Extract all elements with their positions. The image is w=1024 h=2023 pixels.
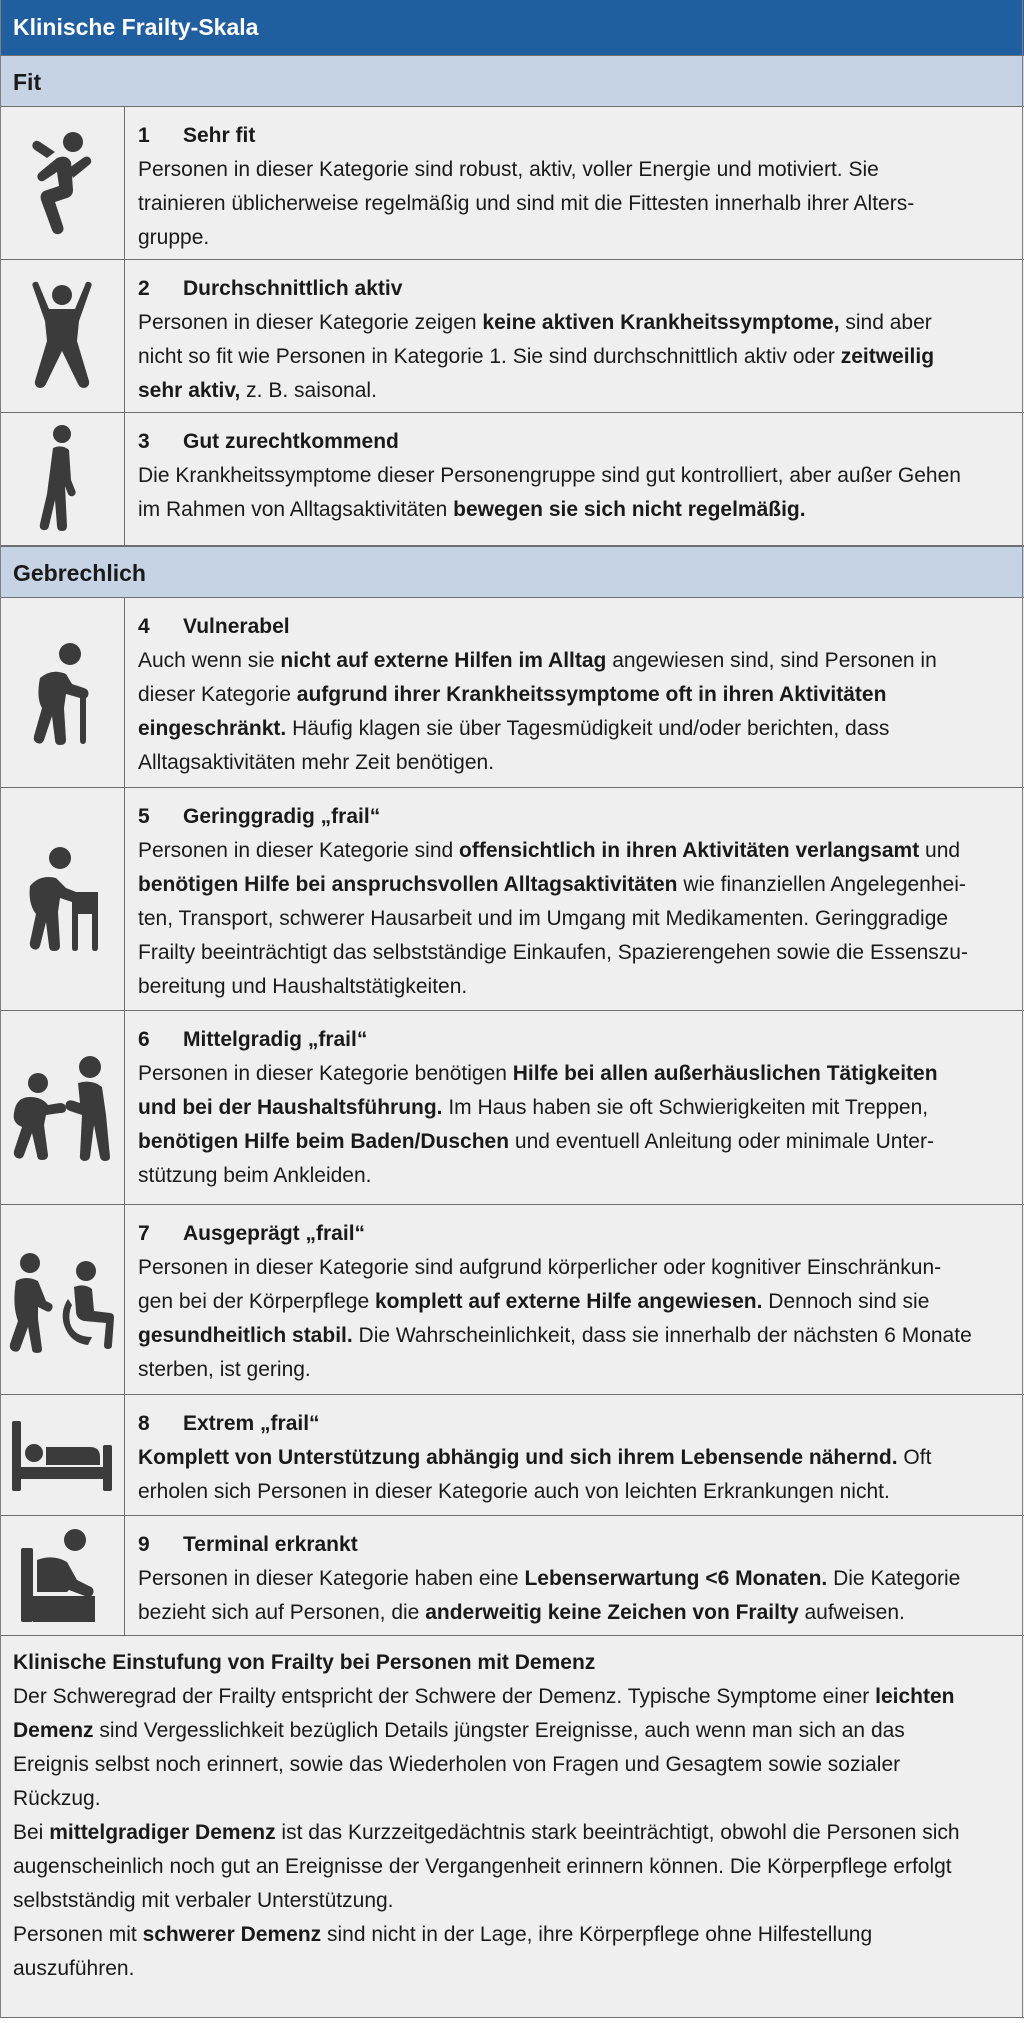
row-heading bbox=[138, 1528, 1014, 1562]
bold-text: sehr aktiv, bbox=[138, 379, 241, 402]
text-line bbox=[138, 1475, 1014, 1509]
text-segment: nicht so fit wie Personen in Kategorie 1. Sie sind durchschnittlich aktiv oder bbox=[138, 345, 841, 368]
scale-row-3 bbox=[0, 413, 1024, 546]
text-segment: angewiesen sind, sind Personen in bbox=[606, 649, 937, 672]
row-text bbox=[125, 598, 1024, 787]
row-number: 2 bbox=[138, 277, 150, 300]
row-heading bbox=[138, 800, 1014, 834]
bold-text: benötigen Hilfe beim Baden/Duschen bbox=[138, 1130, 510, 1153]
icon-cell bbox=[0, 598, 125, 787]
scale-row-2 bbox=[0, 260, 1024, 413]
text-segment: selbstständig mit verbaler Unterstützung. bbox=[13, 1889, 394, 1912]
text-line bbox=[138, 1596, 1014, 1630]
text-line bbox=[138, 1159, 1014, 1193]
row-text bbox=[125, 413, 1024, 545]
bold-text: Lebenserwartung <6 Monaten. bbox=[524, 1567, 828, 1590]
text-segment: sind Vergesslichkeit bezüglich Details jüngster Ereignisse, auch wenn man sich an das bbox=[93, 1719, 905, 1742]
text-line bbox=[13, 1884, 1011, 1918]
text-segment: Die Kategorie bbox=[827, 1567, 961, 1590]
row-heading bbox=[138, 1217, 1014, 1251]
text-segment: Die Wahrscheinlichkeit, dass sie innerhalb der nächsten 6 Monate bbox=[352, 1324, 972, 1347]
row-number: 1 bbox=[138, 124, 150, 147]
text-segment: Ereignis selbst noch erinnert, sowie das Wiederholen von Fragen und Gesagtem sowie sozialer bbox=[13, 1753, 901, 1776]
text-line bbox=[138, 459, 1014, 493]
text-segment: bereitung und Haushaltstätigkeiten. bbox=[138, 975, 468, 998]
row-heading bbox=[138, 272, 1014, 306]
text-line bbox=[13, 1680, 1011, 1714]
text-line bbox=[138, 340, 1014, 374]
text-line bbox=[13, 1714, 1011, 1748]
text-line bbox=[138, 1125, 1014, 1159]
text-segment: und eventuell Anleitung oder minimale Unter- bbox=[509, 1130, 934, 1153]
dementia-title: Klinische Einstufung von Frailty bei Personen mit Demenz bbox=[13, 1651, 596, 1674]
icon-cell bbox=[0, 413, 125, 545]
bold-text: Demenz bbox=[13, 1719, 94, 1742]
text-segment: z. B. saisonal. bbox=[240, 379, 377, 402]
scale-row-8 bbox=[0, 1395, 1024, 1516]
row-number: 7 bbox=[138, 1222, 150, 1245]
text-line bbox=[13, 1782, 1011, 1816]
row-description bbox=[138, 1251, 1014, 1387]
text-segment: und bbox=[919, 839, 961, 862]
text-line bbox=[138, 936, 1014, 970]
text-segment: augenscheinlich noch gut an Ereignisse der Vergangenheit erinnern können. Die Körperpflege erfolgt bbox=[13, 1855, 952, 1878]
row-description bbox=[138, 306, 1014, 408]
text-line bbox=[138, 678, 1014, 712]
dementia-description bbox=[13, 1680, 1011, 1986]
row-heading bbox=[138, 1023, 1014, 1057]
scale-row-4 bbox=[0, 598, 1024, 788]
row-description bbox=[138, 1441, 1014, 1509]
text-segment: Der Schweregrad der Frailty entspricht der Schwere der Demenz. Typische Symptome einer bbox=[13, 1685, 876, 1708]
bold-text: schwerer Demenz bbox=[142, 1923, 322, 1946]
text-segment: sterben, ist gering. bbox=[138, 1358, 311, 1381]
left-border bbox=[0, 0, 1, 2018]
row-title: Extrem „frail“ bbox=[183, 1412, 320, 1435]
right-border bbox=[1022, 0, 1023, 2018]
row-text bbox=[125, 260, 1024, 412]
text-line bbox=[138, 221, 1014, 255]
row-description bbox=[138, 153, 1014, 255]
row-text bbox=[125, 788, 1024, 1010]
person-with-cane-icon bbox=[22, 638, 102, 748]
text-line bbox=[138, 1319, 1014, 1353]
scale-row-6 bbox=[0, 1011, 1024, 1205]
text-line bbox=[138, 153, 1014, 187]
assisted-walking-icon bbox=[8, 1053, 116, 1163]
text-segment: auszuführen. bbox=[13, 1957, 135, 1980]
scale-row-5 bbox=[0, 788, 1024, 1011]
scale-row-7 bbox=[0, 1205, 1024, 1395]
row-description bbox=[138, 834, 1014, 1004]
text-line bbox=[138, 644, 1014, 678]
row-heading bbox=[138, 610, 1014, 644]
row-description bbox=[138, 644, 1014, 780]
person-with-walker-icon bbox=[20, 844, 104, 954]
icon-cell bbox=[0, 260, 125, 412]
scale-row-1 bbox=[0, 107, 1024, 260]
text-line bbox=[138, 1441, 1014, 1475]
row-heading bbox=[138, 1407, 1014, 1441]
row-title: Mittelgradig „frail“ bbox=[183, 1028, 368, 1051]
row-number: 5 bbox=[138, 805, 150, 828]
text-line bbox=[138, 712, 1014, 746]
text-segment: Personen in dieser Kategorie sind bbox=[138, 839, 460, 862]
row-number: 3 bbox=[138, 430, 150, 453]
bold-text: mittelgradiger Demenz bbox=[49, 1821, 276, 1844]
text-line bbox=[138, 1562, 1014, 1596]
icon-cell bbox=[0, 107, 125, 259]
text-segment: ist das Kurzzeitgedächtnis stark beeinträchtigt, obwohl die Personen sich bbox=[275, 1821, 960, 1844]
text-line bbox=[138, 306, 1014, 340]
text-segment: Personen in dieser Kategorie haben eine bbox=[138, 1567, 525, 1590]
text-segment: sind aber bbox=[839, 311, 932, 334]
bold-text: komplett auf externe Hilfe angewiesen. bbox=[375, 1290, 763, 1313]
bold-text: aufgrund ihrer Krankheitssymptome oft in ihren Aktivitäten bbox=[296, 683, 887, 706]
bold-text: anderweitig keine Zeichen von Frailty bbox=[425, 1601, 799, 1624]
text-line bbox=[138, 868, 1014, 902]
row-number: 6 bbox=[138, 1028, 150, 1051]
row-text bbox=[125, 1011, 1024, 1204]
text-segment: Alltagsaktivitäten mehr Zeit benötigen. bbox=[138, 751, 495, 774]
text-line bbox=[138, 1091, 1014, 1125]
text-segment: gruppe. bbox=[138, 226, 210, 249]
row-heading bbox=[138, 425, 1014, 459]
text-line bbox=[13, 1850, 1011, 1884]
text-line bbox=[138, 902, 1014, 936]
text-segment: Oft bbox=[897, 1446, 932, 1469]
row-title: Durchschnittlich aktiv bbox=[183, 277, 403, 300]
row-title: Terminal erkrankt bbox=[183, 1533, 358, 1556]
icon-cell bbox=[0, 1516, 125, 1635]
icon-cell bbox=[0, 1011, 125, 1204]
bold-text: bewegen sie sich nicht regelmäßig. bbox=[453, 498, 806, 521]
text-segment: Personen in dieser Kategorie zeigen bbox=[138, 311, 483, 334]
bold-text: gesundheitlich stabil. bbox=[138, 1324, 353, 1347]
row-title: Geringgradig „frail“ bbox=[183, 805, 381, 828]
bold-text: keine aktiven Krankheitssymptome, bbox=[482, 311, 840, 334]
text-segment: bezieht sich auf Personen, die bbox=[138, 1601, 426, 1624]
text-segment: Im Haus haben sie oft Schwierigkeiten mit Treppen, bbox=[442, 1096, 929, 1119]
bold-text: leichten bbox=[875, 1685, 955, 1708]
text-segment: Personen in dieser Kategorie benötigen bbox=[138, 1062, 513, 1085]
text-segment: Frailty beeinträchtigt das selbstständige Einkaufen, Spazierengehen sowie die Essenszu- bbox=[138, 941, 968, 964]
wheelchair-assist-icon bbox=[6, 1245, 118, 1355]
bold-text: zeitweilig bbox=[840, 345, 935, 368]
row-title: Vulnerabel bbox=[183, 615, 290, 638]
text-segment: erholen sich Personen in dieser Kategorie auch von leichten Erkrankungen nicht. bbox=[138, 1480, 890, 1503]
text-line bbox=[138, 1285, 1014, 1319]
jumping-person-icon bbox=[27, 128, 97, 238]
row-heading bbox=[138, 119, 1014, 153]
text-line bbox=[138, 187, 1014, 221]
row-description bbox=[138, 1057, 1014, 1193]
bold-text: nicht auf externe Hilfen im Alltag bbox=[280, 649, 607, 672]
text-line bbox=[138, 746, 1014, 780]
text-segment: Personen in dieser Kategorie sind aufgrund körperlicher oder kognitiver Einschränkun- bbox=[138, 1256, 942, 1279]
section-header-fit: Fit bbox=[0, 55, 1024, 107]
row-text bbox=[125, 1516, 1024, 1635]
section-header-gebrechlich: Gebrechlich bbox=[0, 546, 1024, 598]
text-segment: gen bei der Körperpflege bbox=[138, 1290, 375, 1313]
arms-raised-person-icon bbox=[27, 281, 97, 391]
seated-person-icon bbox=[17, 1526, 107, 1626]
bold-text: und bei der Haushaltsführung. bbox=[138, 1096, 443, 1119]
row-text bbox=[125, 1395, 1024, 1515]
row-title: Gut zurechtkommend bbox=[183, 430, 399, 453]
text-segment: dieser Kategorie bbox=[138, 683, 297, 706]
text-segment: aufweisen. bbox=[798, 1601, 905, 1624]
text-line bbox=[13, 1952, 1011, 1986]
row-description bbox=[138, 1562, 1014, 1630]
bold-text: offensichtlich in ihren Aktivitäten verlangsamt bbox=[459, 839, 920, 862]
bold-text: eingeschränkt. bbox=[138, 717, 287, 740]
text-segment: Häufig klagen sie über Tagesmüdigkeit und/oder berichten, dass bbox=[286, 717, 890, 740]
bold-text: benötigen Hilfe bei anspruchsvollen Alltagsaktivitäten bbox=[138, 873, 678, 896]
text-segment: Die Krankheitssymptome dieser Personengruppe sind gut kontrolliert, aber außer Gehen bbox=[138, 464, 961, 487]
text-segment: im Rahmen von Alltagsaktivitäten bbox=[138, 498, 454, 521]
row-title: Ausgeprägt „frail“ bbox=[183, 1222, 366, 1245]
text-line bbox=[138, 1251, 1014, 1285]
row-title: Sehr fit bbox=[183, 124, 256, 147]
text-segment: sind nicht in der Lage, ihre Körperpflege ohne Hilfestellung bbox=[321, 1923, 873, 1946]
text-line bbox=[13, 1918, 1011, 1952]
page-title: Klinische Frailty-Skala bbox=[0, 0, 1024, 55]
text-line bbox=[138, 1057, 1014, 1091]
row-text bbox=[125, 1205, 1024, 1394]
text-segment: Bei bbox=[13, 1821, 50, 1844]
text-segment: stützung beim Ankleiden. bbox=[138, 1164, 372, 1187]
text-segment: Rückzug. bbox=[13, 1787, 101, 1810]
text-line bbox=[138, 834, 1014, 868]
text-segment: wie finanziellen Angelegenhei- bbox=[677, 873, 966, 896]
row-text bbox=[125, 107, 1024, 259]
bed-icon bbox=[10, 1417, 114, 1493]
walking-person-icon bbox=[37, 424, 87, 534]
text-line bbox=[138, 374, 1014, 408]
row-number: 4 bbox=[138, 615, 150, 638]
text-segment: Personen in dieser Kategorie sind robust, aktiv, voller Energie und motiviert. Sie bbox=[138, 158, 879, 181]
text-line bbox=[138, 970, 1014, 1004]
bold-text: Komplett von Unterstützung abhängig und sich ihrem Lebensende nähernd. bbox=[138, 1446, 898, 1469]
dementia-section bbox=[0, 1636, 1024, 2018]
text-segment: Personen mit bbox=[13, 1923, 143, 1946]
bold-text: Hilfe bei allen außerhäuslichen Tätigkeiten bbox=[512, 1062, 938, 1085]
row-number: 9 bbox=[138, 1533, 150, 1556]
icon-cell bbox=[0, 788, 125, 1010]
text-line bbox=[138, 1353, 1014, 1387]
row-description bbox=[138, 459, 1014, 527]
text-segment: ten, Transport, schwerer Hausarbeit und im Umgang mit Medikamenten. Geringgradige bbox=[138, 907, 949, 930]
text-segment: Auch wenn sie bbox=[138, 649, 281, 672]
text-line bbox=[138, 493, 1014, 527]
icon-cell bbox=[0, 1205, 125, 1394]
text-segment: trainieren üblicherweise regelmäßig und sind mit die Fittesten innerhalb ihrer Alters- bbox=[138, 192, 915, 215]
scale-row-9 bbox=[0, 1516, 1024, 1636]
icon-cell bbox=[0, 1395, 125, 1515]
text-line bbox=[13, 1816, 1011, 1850]
text-segment: Dennoch sind sie bbox=[762, 1290, 930, 1313]
text-line bbox=[13, 1748, 1011, 1782]
row-number: 8 bbox=[138, 1412, 150, 1435]
